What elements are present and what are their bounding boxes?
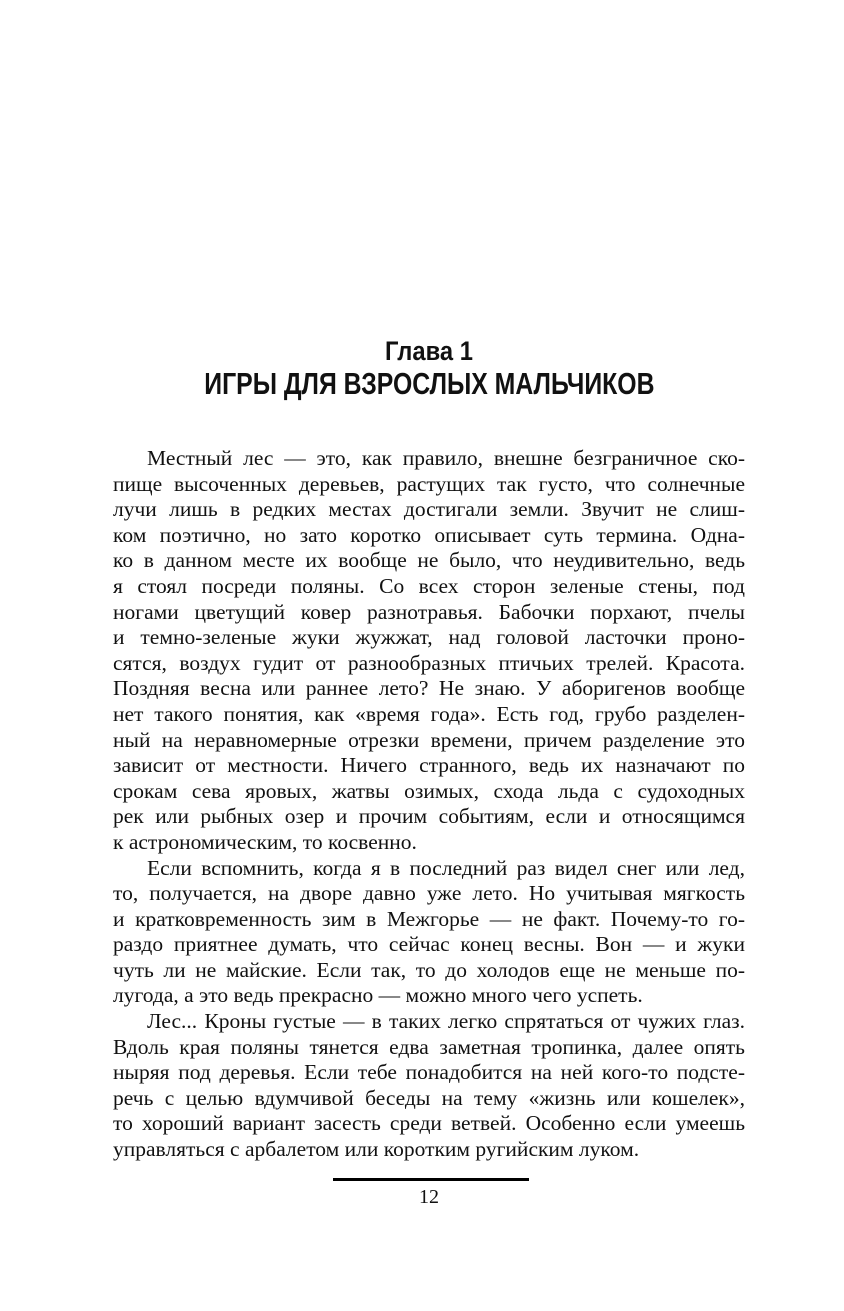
text-line: сятся, воздух гудит от разнообразных птичьих трелей. Красота. xyxy=(113,650,745,675)
text-line: Поздняя весна или раннее лето? Не знаю. У аборигенов вообще xyxy=(113,676,745,701)
text-line: нет такого понятия, как «время года». Есть год, грубо разделен- xyxy=(113,701,745,726)
text-line: то хороший вариант засесть среди ветвей. Особенно если умеешь xyxy=(113,1111,745,1136)
text-line: ком поэтично, но зато коротко описывает суть термина. Одна- xyxy=(113,522,745,547)
chapter-title xyxy=(113,367,745,407)
text-line: лугода, а это ведь прекрасно — можно много чего успеть. xyxy=(113,983,643,1008)
text-line: и темно-зеленые жуки жужжат, над головой ласточки проно- xyxy=(113,625,745,650)
footer-divider xyxy=(333,1178,529,1181)
text-line: к астрономическим, то косвенно. xyxy=(113,829,417,854)
chapter-title-text: ИГРЫ ДЛЯ ВЗРОСЛЫХ МАЛЬЧИКОВ xyxy=(203,366,655,401)
page-number: 12 xyxy=(419,1186,439,1208)
text-line: рек или рыбных озер и прочим событиям, если и относящимся xyxy=(113,804,745,829)
chapter-label-text: Глава 1 xyxy=(385,336,473,366)
text-line: ный на неравномерные отрезки времени, причем разделение это xyxy=(113,727,745,752)
text-line: зависит от местности. Ничего странного, ведь их назначают по xyxy=(113,753,745,778)
paragraph xyxy=(113,1009,745,1163)
text-line: лучи лишь в редких местах достигали земли. Звучит не слиш- xyxy=(113,497,745,522)
text-line: ныряя под деревья. Если тебе понадобится на ней кого-то подсте- xyxy=(113,1060,745,1085)
text-line: Лес... Кроны густые — в таких легко спрятаться от чужих глаз. xyxy=(147,1009,745,1034)
body-text xyxy=(113,446,745,1163)
text-line: Если вспомнить, когда я в последний раз видел снег или лед, xyxy=(147,855,745,880)
paragraph xyxy=(113,446,745,856)
text-line: речь с целью вдумчивой беседы на тему «жизнь или кошелек», xyxy=(113,1085,745,1110)
text-line: чуть ли не майские. Если так, то до холодов еще не меньше по- xyxy=(113,957,745,982)
text-line: и кратковременность зим в Межгорье — не факт. Почему-то го- xyxy=(113,906,745,931)
text-line: ногами цветущий ковер разнотравья. Бабочки порхают, пчелы xyxy=(113,599,745,624)
paragraph xyxy=(113,856,745,1010)
text-line: управляться с арбалетом или коротким ругийским луком. xyxy=(113,1137,640,1162)
text-line: раздо приятнее думать, что сейчас конец весны. Вон — и жуки xyxy=(113,932,745,957)
text-line: ко в данном месте их вообще не было, что неудивительно, ведь xyxy=(113,548,745,573)
text-line: срокам сева яровых, жатвы озимых, схода льда с судоходных xyxy=(113,778,745,803)
text-line: то, получается, на дворе давно уже лето. Но учитывая мягкость xyxy=(113,881,745,906)
text-line: Местный лес — это, как правило, внешне безграничное ско- xyxy=(147,446,745,470)
text-line: Вдоль края поляны тянется едва заметная тропинка, далее опять xyxy=(113,1034,745,1059)
text-line: пище высоченных деревьев, растущих так густо, что солнечные xyxy=(113,471,745,496)
text-line: я стоял посреди поляны. Со всех сторон зеленые стены, под xyxy=(113,573,745,598)
